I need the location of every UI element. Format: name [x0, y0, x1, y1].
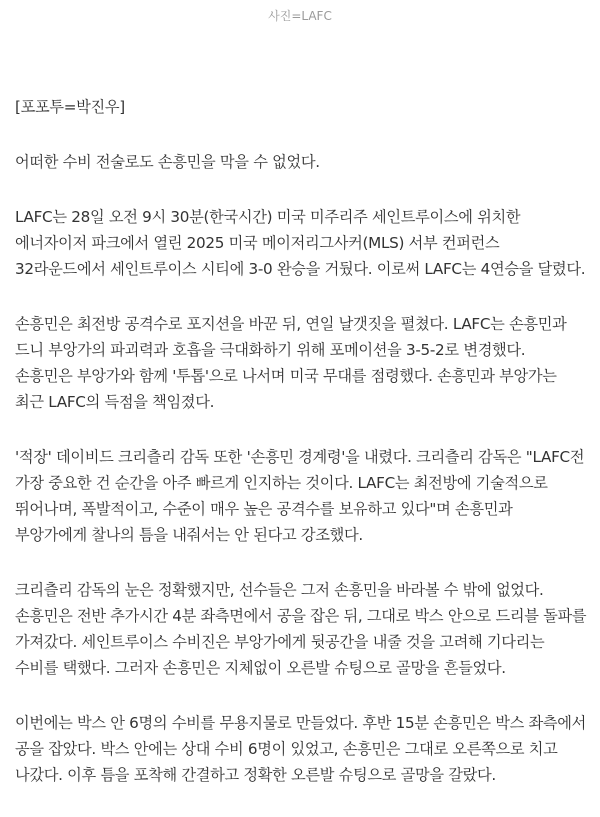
- article-paragraph: 크리츨리 감독의 눈은 정확했지만, 선수들은 그저 손흥민을 바라볼 수 밖에 없었다. 손흥민은 전반 추가시간 4분 좌측면에서 공을 잡은 뒤, 그대로 박스 안으로 드리블 돌파를 가져갔다. 세인트루이스 수비진은 부앙가에게 뒷공간을 내줄 것을 고려해 기다리는 수비를 택했다. 그러자 손흥민은 지체없이 오른발 슈팅으로 골망을 흔들었다.: [15, 581, 587, 677]
- article-byline: [포포투=박진우]: [15, 98, 125, 116]
- article-body: [15, 94, 587, 817]
- article-paragraph: 손흥민은 최전방 공격수로 포지션을 바꾼 뒤, 연일 날갯짓을 펼쳤다. LAFC는 손흥민과 드니 부앙가의 파괴력과 호흡을 극대화하기 위해 포메이션을 3-5-2로 변경했다. 손흥민은 부앙가와 함께 '투톱'으로 나서며 미국 무대를 점령했다. 손흥민과 부앙가는 최근 LAFC의 득점을 책임졌다.: [15, 315, 567, 411]
- article-paragraph: '적장' 데이비드 크리츨리 감독 또한 '손흥민 경계령'을 내렸다. 크리츨리 감독은 "LAFC전 가장 중요한 건 순간을 아주 빠르게 인지하는 것이다. LAFC는 최전방에 기술적으로 뛰어나며, 폭발적이고, 수준이 매우 높은 공격수를 보유하고 있다"며 손흥민과 부앙가에게 찰나의 틈을 내줘서는 안 된다고 강조했다.: [15, 448, 585, 544]
- article-lead: 어떠한 수비 전술로도 손흥민을 막을 수 없었다.: [15, 153, 320, 171]
- photo-credit-caption: 사진=LAFC: [268, 9, 332, 23]
- article-paragraph: 이번에는 박스 안 6명의 수비를 무용지물로 만들었다. 후반 15분 손흥민은 박스 좌측에서 공을 잡았다. 박스 안에는 상대 수비 6명이 있었고, 손흥민은 그대로 오른쪽으로 치고 나갔다. 이후 틈을 포착해 간결하고 정확한 오른발 슈팅으로 골망을 갈랐다.: [15, 714, 587, 784]
- article-paragraph: LAFC는 28일 오전 9시 30분(한국시간) 미국 미주리주 세인트루이스에 위치한 에너자이저 파크에서 열린 2025 미국 메이저리그사커(MLS) 서부 컨퍼런스 32라운드에서 세인트루이스 시티에 3-0 완승을 거뒀다. 이로써 LAFC는 4연승을 달렸다.: [15, 208, 586, 278]
